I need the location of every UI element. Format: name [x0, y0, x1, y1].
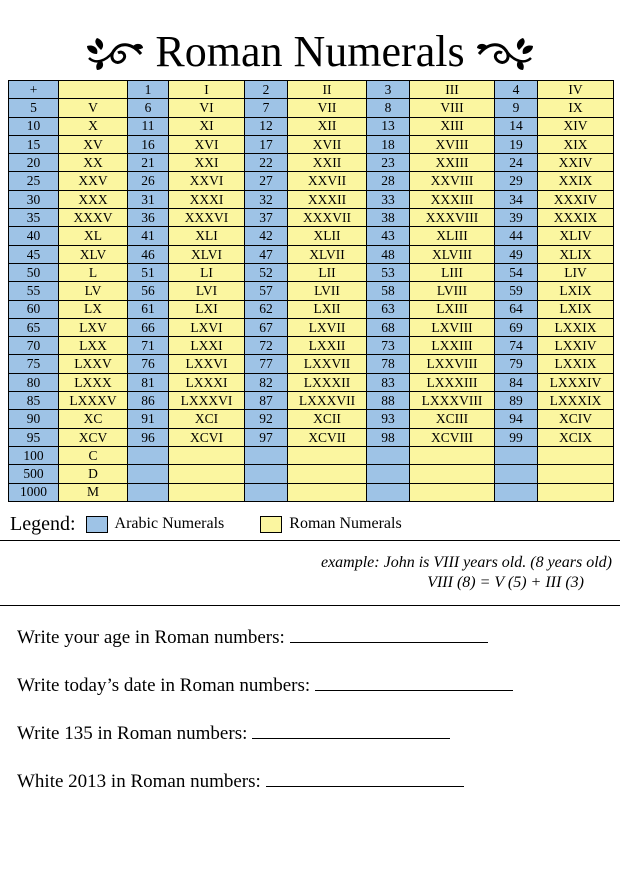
arabic-cell: 42: [245, 227, 288, 245]
roman-cell: [59, 81, 128, 99]
arabic-cell: 83: [367, 373, 410, 391]
arabic-cell: 52: [245, 263, 288, 281]
roman-cell: LXXXIV: [538, 373, 614, 391]
roman-cell: LXIX: [538, 300, 614, 318]
roman-cell: [288, 446, 367, 464]
title-row: [0, 22, 620, 82]
arabic-cell: 6: [128, 99, 169, 117]
arabic-cell: 13: [367, 117, 410, 135]
arabic-cell: [245, 465, 288, 483]
example-line-2: VIII (8) = V (5) + III (3): [427, 574, 584, 591]
arabic-cell: 79: [495, 355, 538, 373]
legend-item-arabic: [86, 515, 225, 533]
arabic-cell: 87: [245, 392, 288, 410]
answer-blank-135[interactable]: [252, 720, 450, 739]
arabic-cell: 3: [367, 81, 410, 99]
roman-cell: LXVII: [288, 318, 367, 336]
arabic-cell: 1: [128, 81, 169, 99]
arabic-cell: 38: [367, 209, 410, 227]
roman-cell: LXXIII: [410, 337, 495, 355]
question-2013: [17, 768, 464, 793]
roman-cell: LXI: [169, 300, 245, 318]
roman-cell: III: [410, 81, 495, 99]
legend-roman-text: Roman Numerals: [289, 515, 402, 532]
arabic-cell: 99: [495, 428, 538, 446]
arabic-cell: 48: [367, 245, 410, 263]
roman-cell: XIX: [538, 135, 614, 153]
roman-cell: XII: [288, 117, 367, 135]
arabic-cell: 67: [245, 318, 288, 336]
roman-cell: IX: [538, 99, 614, 117]
answer-blank-date[interactable]: [315, 672, 513, 691]
arabic-cell: 43: [367, 227, 410, 245]
roman-cell: XXIII: [410, 154, 495, 172]
arabic-cell: 40: [9, 227, 59, 245]
arabic-cell: 23: [367, 154, 410, 172]
arabic-cell: 61: [128, 300, 169, 318]
floral-ornament-right-icon: [475, 32, 537, 72]
question-2013-text: White 2013 in Roman numbers:: [17, 771, 261, 792]
roman-cell: XXXI: [169, 190, 245, 208]
table-header-row: [9, 81, 614, 99]
roman-cell: XXXII: [288, 190, 367, 208]
roman-cell: I: [169, 81, 245, 99]
roman-swatch: [260, 516, 282, 533]
arabic-cell: 100: [9, 446, 59, 464]
roman-cell: LXXXII: [288, 373, 367, 391]
roman-cell: XLIV: [538, 227, 614, 245]
question-age: [17, 624, 488, 649]
arabic-cell: 51: [128, 263, 169, 281]
table-row: [9, 172, 614, 190]
table-row: [9, 318, 614, 336]
roman-cell: XLVI: [169, 245, 245, 263]
roman-cell: LXV: [59, 318, 128, 336]
arabic-cell: 84: [495, 373, 538, 391]
arabic-cell: 9: [495, 99, 538, 117]
arabic-cell: 85: [9, 392, 59, 410]
arabic-cell: 90: [9, 410, 59, 428]
arabic-cell: [367, 446, 410, 464]
arabic-cell: 45: [9, 245, 59, 263]
arabic-cell: 22: [245, 154, 288, 172]
arabic-cell: 39: [495, 209, 538, 227]
roman-cell: XXXVI: [169, 209, 245, 227]
arabic-cell: 46: [128, 245, 169, 263]
example-line-1: [321, 553, 612, 573]
arabic-cell: [128, 446, 169, 464]
roman-cell: LXX: [59, 337, 128, 355]
arabic-cell: 37: [245, 209, 288, 227]
roman-cell: XCV: [59, 428, 128, 446]
roman-cell: LV: [59, 282, 128, 300]
arabic-cell: 97: [245, 428, 288, 446]
arabic-cell: [128, 483, 169, 501]
table-row: [9, 355, 614, 373]
arabic-cell: 88: [367, 392, 410, 410]
arabic-cell: 8: [367, 99, 410, 117]
roman-cell: D: [59, 465, 128, 483]
roman-cell: LXXVIII: [410, 355, 495, 373]
roman-cell: LII: [288, 263, 367, 281]
roman-cell: XXVIII: [410, 172, 495, 190]
arabic-cell: 11: [128, 117, 169, 135]
roman-cell: LIV: [538, 263, 614, 281]
arabic-cell: 49: [495, 245, 538, 263]
arabic-cell: 1000: [9, 483, 59, 501]
question-135-text: Write 135 in Roman numbers:: [17, 723, 248, 744]
arabic-cell: 16: [128, 135, 169, 153]
arabic-cell: 62: [245, 300, 288, 318]
arabic-cell: 93: [367, 410, 410, 428]
roman-cell: XIII: [410, 117, 495, 135]
table-row: [9, 392, 614, 410]
roman-cell: VII: [288, 99, 367, 117]
arabic-cell: 27: [245, 172, 288, 190]
legend-arabic-text: Arabic Numerals: [114, 515, 225, 532]
roman-cell: LXXXI: [169, 373, 245, 391]
table-row: [9, 282, 614, 300]
table-row: [9, 135, 614, 153]
table-row: [9, 154, 614, 172]
table-row: [9, 209, 614, 227]
roman-cell: XCVIII: [410, 428, 495, 446]
roman-cell: LI: [169, 263, 245, 281]
arabic-cell: 53: [367, 263, 410, 281]
table-row: [9, 410, 614, 428]
divider-bottom: [0, 605, 620, 606]
arabic-cell: 26: [128, 172, 169, 190]
arabic-cell: [245, 446, 288, 464]
arabic-cell: 32: [245, 190, 288, 208]
roman-cell: XXIV: [538, 154, 614, 172]
floral-ornament-left-icon: [83, 32, 145, 72]
arabic-cell: 34: [495, 190, 538, 208]
roman-cell: XXXIII: [410, 190, 495, 208]
roman-cell: C: [59, 446, 128, 464]
roman-cell: XXXIV: [538, 190, 614, 208]
roman-cell: [538, 446, 614, 464]
roman-cell: IV: [538, 81, 614, 99]
roman-cell: XLIX: [538, 245, 614, 263]
question-135: [17, 720, 450, 745]
arabic-cell: 7: [245, 99, 288, 117]
roman-cell: XCVI: [169, 428, 245, 446]
arabic-cell: 33: [367, 190, 410, 208]
roman-cell: XXV: [59, 172, 128, 190]
roman-cell: LXXIV: [538, 337, 614, 355]
table-row: [9, 373, 614, 391]
table-row: [9, 263, 614, 281]
roman-cell: VI: [169, 99, 245, 117]
roman-cell: LXXXIII: [410, 373, 495, 391]
roman-cell: XVI: [169, 135, 245, 153]
arabic-cell: 10: [9, 117, 59, 135]
roman-cell: XXXVIII: [410, 209, 495, 227]
roman-cell: XXXVII: [288, 209, 367, 227]
table-row: [9, 99, 614, 117]
arabic-cell: [495, 465, 538, 483]
answer-blank-age[interactable]: [290, 624, 488, 643]
roman-cell: LXXIX: [538, 355, 614, 373]
arabic-cell: 2: [245, 81, 288, 99]
arabic-cell: 35: [9, 209, 59, 227]
roman-cell: XCII: [288, 410, 367, 428]
question-age-text: Write your age in Roman numbers:: [17, 627, 285, 648]
roman-cell: LXXXVII: [288, 392, 367, 410]
arabic-cell: 5: [9, 99, 59, 117]
roman-cell: XLII: [288, 227, 367, 245]
arabic-cell: 64: [495, 300, 538, 318]
roman-cell: [169, 465, 245, 483]
arabic-cell: 19: [495, 135, 538, 153]
table-row: [9, 446, 614, 464]
arabic-cell: 94: [495, 410, 538, 428]
arabic-cell: 30: [9, 190, 59, 208]
arabic-cell: [367, 483, 410, 501]
arabic-cell: 55: [9, 282, 59, 300]
table-row: [9, 337, 614, 355]
arabic-cell: 73: [367, 337, 410, 355]
roman-cell: LXXX: [59, 373, 128, 391]
arabic-cell: 96: [128, 428, 169, 446]
arabic-cell: 91: [128, 410, 169, 428]
arabic-cell: 71: [128, 337, 169, 355]
example-line-1-rest: : John is VIII years old. (8 years old): [374, 554, 612, 571]
table-row: [9, 245, 614, 263]
arabic-cell: 74: [495, 337, 538, 355]
table-row: [9, 483, 614, 501]
arabic-cell: 50: [9, 263, 59, 281]
arabic-cell: 20: [9, 154, 59, 172]
arabic-cell: 82: [245, 373, 288, 391]
arabic-cell: 81: [128, 373, 169, 391]
legend-item-roman: [260, 515, 401, 533]
table-row: [9, 227, 614, 245]
roman-cell: XVII: [288, 135, 367, 153]
arabic-cell: 14: [495, 117, 538, 135]
arabic-cell: 70: [9, 337, 59, 355]
arabic-cell: 12: [245, 117, 288, 135]
roman-cell: XCVII: [288, 428, 367, 446]
table-row: [9, 190, 614, 208]
roman-cell: LXVIII: [410, 318, 495, 336]
roman-cell: XXII: [288, 154, 367, 172]
roman-cell: XC: [59, 410, 128, 428]
roman-cell: XLIII: [410, 227, 495, 245]
roman-cell: XCI: [169, 410, 245, 428]
roman-cell: [410, 446, 495, 464]
roman-cell: LXXV: [59, 355, 128, 373]
arabic-cell: 63: [367, 300, 410, 318]
roman-cell: XXXV: [59, 209, 128, 227]
arabic-cell: 66: [128, 318, 169, 336]
arabic-cell: 21: [128, 154, 169, 172]
question-date: [17, 672, 513, 697]
roman-cell: XI: [169, 117, 245, 135]
arabic-cell: +: [9, 81, 59, 99]
roman-cell: LXXVII: [288, 355, 367, 373]
roman-cell: LXXXIX: [538, 392, 614, 410]
roman-cell: XVIII: [410, 135, 495, 153]
roman-cell: LXIX: [538, 282, 614, 300]
arabic-cell: 72: [245, 337, 288, 355]
example-prefix: example: [320, 554, 375, 571]
roman-cell: [288, 465, 367, 483]
arabic-cell: 31: [128, 190, 169, 208]
roman-cell: LVII: [288, 282, 367, 300]
arabic-cell: [495, 446, 538, 464]
arabic-cell: 86: [128, 392, 169, 410]
arabic-cell: 60: [9, 300, 59, 318]
table-row: [9, 465, 614, 483]
roman-cell: LIII: [410, 263, 495, 281]
arabic-cell: 18: [367, 135, 410, 153]
arabic-cell: 98: [367, 428, 410, 446]
arabic-cell: 25: [9, 172, 59, 190]
arabic-cell: 54: [495, 263, 538, 281]
roman-cell: [538, 465, 614, 483]
question-date-text: Write today’s date in Roman numbers:: [17, 675, 311, 696]
arabic-swatch: [86, 516, 108, 533]
arabic-cell: 58: [367, 282, 410, 300]
roman-cell: LXXII: [288, 337, 367, 355]
arabic-cell: [495, 483, 538, 501]
arabic-cell: 28: [367, 172, 410, 190]
roman-cell: LXXXVI: [169, 392, 245, 410]
arabic-cell: 95: [9, 428, 59, 446]
answer-blank-2013[interactable]: [266, 768, 464, 787]
roman-cell: XLV: [59, 245, 128, 263]
arabic-cell: 57: [245, 282, 288, 300]
arabic-cell: 17: [245, 135, 288, 153]
arabic-cell: 41: [128, 227, 169, 245]
arabic-cell: [128, 465, 169, 483]
roman-cell: L: [59, 263, 128, 281]
arabic-cell: 44: [495, 227, 538, 245]
roman-cell: [169, 446, 245, 464]
arabic-cell: 75: [9, 355, 59, 373]
roman-cell: XCIII: [410, 410, 495, 428]
roman-cell: LXXIX: [538, 318, 614, 336]
arabic-cell: 36: [128, 209, 169, 227]
roman-numerals-table: [8, 80, 614, 502]
roman-cell: LXIII: [410, 300, 495, 318]
example-block: [321, 553, 612, 593]
roman-cell: LVI: [169, 282, 245, 300]
table-row: [9, 300, 614, 318]
roman-cell: LXXI: [169, 337, 245, 355]
roman-cell: XL: [59, 227, 128, 245]
arabic-cell: 4: [495, 81, 538, 99]
arabic-cell: 29: [495, 172, 538, 190]
roman-cell: [410, 483, 495, 501]
arabic-cell: 76: [128, 355, 169, 373]
arabic-cell: 89: [495, 392, 538, 410]
arabic-cell: 77: [245, 355, 288, 373]
legend-label: Legend:: [10, 512, 76, 535]
roman-cell: XIV: [538, 117, 614, 135]
arabic-cell: 47: [245, 245, 288, 263]
roman-cell: XV: [59, 135, 128, 153]
roman-cell: [410, 465, 495, 483]
divider-top: [0, 540, 620, 541]
roman-cell: [288, 483, 367, 501]
arabic-cell: 15: [9, 135, 59, 153]
roman-cell: XXVI: [169, 172, 245, 190]
roman-cell: XXIX: [538, 172, 614, 190]
roman-cell: XX: [59, 154, 128, 172]
roman-cell: XLVIII: [410, 245, 495, 263]
roman-cell: LXXVI: [169, 355, 245, 373]
arabic-cell: 69: [495, 318, 538, 336]
arabic-cell: 78: [367, 355, 410, 373]
arabic-cell: 68: [367, 318, 410, 336]
roman-cell: XCIX: [538, 428, 614, 446]
arabic-cell: 500: [9, 465, 59, 483]
arabic-cell: 65: [9, 318, 59, 336]
roman-cell: LXXXV: [59, 392, 128, 410]
arabic-cell: 56: [128, 282, 169, 300]
roman-cell: VIII: [410, 99, 495, 117]
roman-cell: XXXIX: [538, 209, 614, 227]
roman-cell: LXVI: [169, 318, 245, 336]
roman-cell: V: [59, 99, 128, 117]
roman-cell: LXII: [288, 300, 367, 318]
arabic-cell: [367, 465, 410, 483]
table-row: [9, 428, 614, 446]
arabic-cell: [245, 483, 288, 501]
roman-cell: XCIV: [538, 410, 614, 428]
roman-cell: [169, 483, 245, 501]
roman-cell: XLI: [169, 227, 245, 245]
legend: [10, 510, 610, 538]
page-title: Roman Numerals: [155, 27, 465, 76]
roman-cell: X: [59, 117, 128, 135]
roman-cell: XXVII: [288, 172, 367, 190]
arabic-cell: 80: [9, 373, 59, 391]
roman-cell: XLVII: [288, 245, 367, 263]
roman-cell: XXI: [169, 154, 245, 172]
arabic-cell: 59: [495, 282, 538, 300]
roman-cell: LX: [59, 300, 128, 318]
roman-cell: II: [288, 81, 367, 99]
roman-cell: LXXXVIII: [410, 392, 495, 410]
roman-cell: [538, 483, 614, 501]
arabic-cell: 24: [495, 154, 538, 172]
roman-cell: XXX: [59, 190, 128, 208]
roman-cell: M: [59, 483, 128, 501]
roman-cell: LVIII: [410, 282, 495, 300]
arabic-cell: 92: [245, 410, 288, 428]
table-row: [9, 117, 614, 135]
